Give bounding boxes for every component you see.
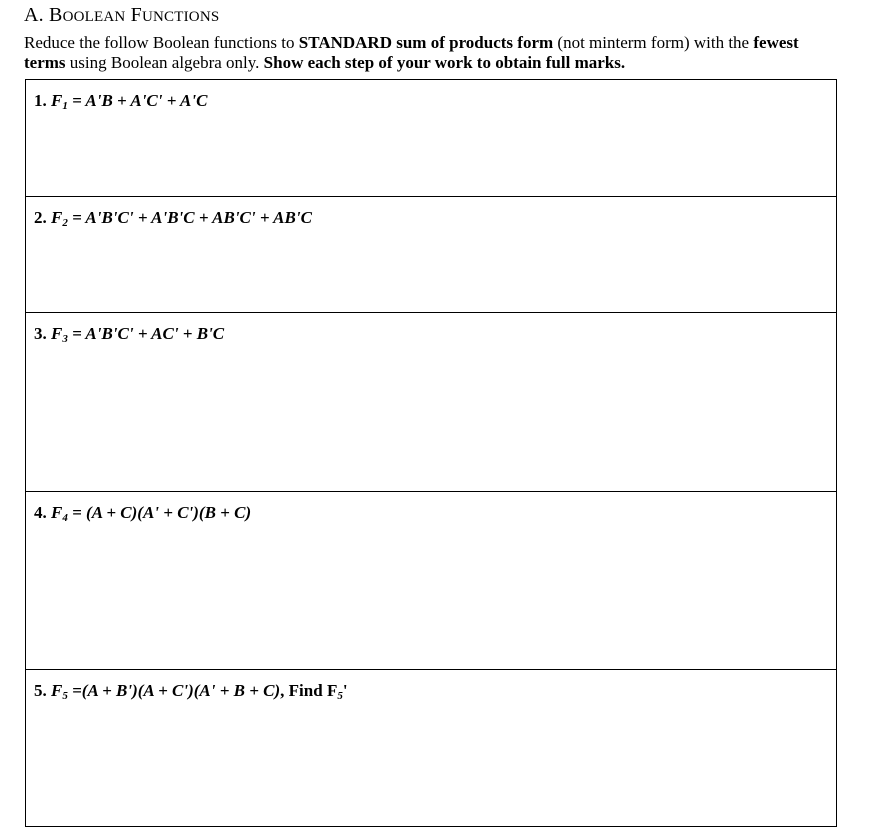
function-subscript: 5 [62, 690, 68, 702]
instr-bold-2: fewest terms [24, 33, 799, 72]
find-complement-text: , Find F [280, 681, 338, 700]
answer-box-1[interactable] [26, 80, 836, 197]
section-letter: A. [24, 4, 44, 26]
instr-text-2: (not minterm form) with the [553, 33, 754, 52]
problem-expression [51, 681, 280, 700]
title-rest-2: UNCTIONS [141, 9, 220, 25]
problem-5 [34, 681, 348, 702]
problem-number: 2. [34, 208, 47, 227]
function-subscript: 1 [62, 100, 68, 112]
problem-4 [34, 503, 251, 524]
instructions [24, 33, 844, 73]
title-rest-1: OOLEAN [62, 9, 126, 25]
problem-number: 1. [34, 91, 47, 110]
problem-number: 5. [34, 681, 47, 700]
problem-expression [51, 208, 312, 227]
problem-number: 4. [34, 503, 47, 522]
function-subscript: 3 [62, 333, 68, 345]
answer-box-5[interactable] [26, 670, 836, 827]
title-initial-1: B [49, 4, 63, 26]
function-expression: =(A + B')(A + C')(A' + B + C) [67, 681, 281, 700]
answer-table [25, 79, 837, 827]
title-initial-2: F [130, 4, 142, 26]
instr-text-3: using Boolean algebra only. [65, 53, 264, 72]
answer-box-3[interactable] [26, 313, 836, 492]
function-expression: = A'B'C' + A'B'C + AB'C' + AB'C [67, 208, 312, 227]
section-heading [24, 4, 219, 27]
problem-expression [51, 503, 251, 522]
problem-3 [34, 324, 224, 345]
complement-subscript: 5 [337, 690, 343, 702]
function-subscript: 2 [62, 217, 68, 229]
instr-bold-3: Show each step of your work to obtain full marks. [263, 53, 626, 72]
problem-expression [51, 91, 207, 110]
function-name: F [51, 91, 63, 110]
section-title [49, 4, 219, 26]
instr-bold-1: STANDARD sum of products form [298, 33, 554, 52]
problem-2 [34, 208, 312, 229]
function-name: F [51, 503, 63, 522]
function-expression: = A'B + A'C' + A'C [67, 91, 208, 110]
problem-1 [34, 91, 207, 112]
answer-box-2[interactable] [26, 197, 836, 313]
answer-box-4[interactable] [26, 492, 836, 670]
problem-number: 3. [34, 324, 47, 343]
function-name: F [51, 324, 63, 343]
complement-prime: ' [342, 681, 348, 700]
function-name: F [51, 681, 63, 700]
problem-expression [51, 324, 224, 343]
function-name: F [51, 208, 63, 227]
function-expression: = A'B'C' + AC' + B'C [67, 324, 225, 343]
instr-text-1: Reduce the follow Boolean functions to [24, 33, 299, 52]
function-subscript: 4 [62, 512, 68, 524]
function-expression: = (A + C)(A' + C')(B + C) [67, 503, 252, 522]
